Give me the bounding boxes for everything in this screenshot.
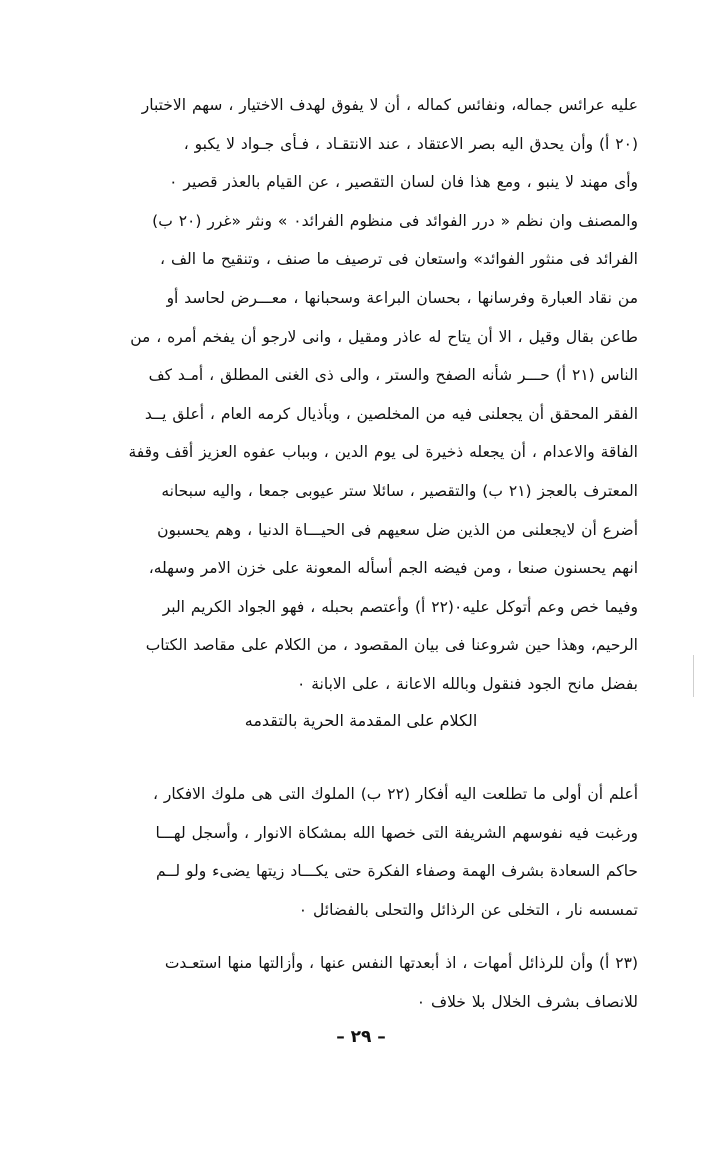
paragraph-3 xyxy=(83,944,638,1021)
page-number: – ٢٩ – xyxy=(336,1027,386,1047)
text-line: وفيما خص وعم أتوكل عليه٠(٢٢ أ) وأعتصم بحبله ، فهو الجواد الكريم البر xyxy=(162,597,638,616)
text-line: أضرع أن لايجعلنى من الذين ضل سعيهم فى الحيـــاة الدنيا ، وهم يحسبون xyxy=(157,520,638,539)
text-line: ورغبت فيه نفوسهم الشريفة التى خصها الله بمشكاة الانوار ، وأسجل لهـــا xyxy=(155,823,638,842)
text-line: بفضل مانح الجود فنقول وبالله الاعانة ، على الابانة ٠ xyxy=(296,674,638,693)
text-line: الفقر المحقق أن يجعلنى فيه من المخلصين ، وبأذيال كرمه العام ، أعلق يــد xyxy=(144,404,638,423)
text-line: من نقاد العبارة وفرسانها ، بحسان البراعة وسحبانها ، معـــرض لحاسد أو xyxy=(166,288,638,307)
text-line: الناس (٢١ أ) حـــر شأنه الصفح والستر ، والى ذى الغنى المطلق ، أمـد كف xyxy=(148,366,638,385)
text-line: (٢٠ أ) وأن يحدق اليه بصر الاعتقاد ، عند الانتقـاد ، فـأى جـواد لا يكبو ، xyxy=(183,134,638,153)
section-heading: الكلام على المقدمة الحرية بالتقدمه xyxy=(244,711,478,730)
text-line: انهم يحسنون صنعا ، ومن فيضه الجم أسأله المعونة على خزن الامر وسهله، xyxy=(148,559,638,578)
text-line: وأى مهند لا ينبو ، ومع هذا فان لسان التقصير ، عن القيام بالعذر قصير ٠ xyxy=(169,173,638,192)
margin-mark xyxy=(693,655,694,697)
text-line: المعترف بالعجز (٢١ ب) والتقصير ، سائلا ستر عيوبى جمعا ، واليه سبحانه xyxy=(161,481,638,500)
paragraph-1 xyxy=(83,86,638,704)
text-line: الفاقة والاعدام ، أن يجعله ذخيرة لى يوم الدين ، وبباب عفوه العزيز أقف وقفة xyxy=(128,443,638,462)
text-line: تمسسه نار ، التخلى عن الرذائل والتحلى بالفضائل ٠ xyxy=(298,900,638,919)
text-line: الفرائد فى منثور الفوائد» واستعان فى ترصيف ما صنف ، وتنقيح ما الف ، xyxy=(160,250,638,269)
text-line: والمصنف وان نظم « درر الفوائد فى منظوم الفرائد٠ » ونثر «غرر (٢٠ ب) xyxy=(152,211,638,230)
text-line: الرحيم، وهذا حين شروعنا فى بيان المقصود ، من الكلام على مقاصد الكتاب xyxy=(145,636,638,655)
text-line: حاكم السعادة بشرف الهمة وصفاء الفكرة حتى يكـــاد زيتها يضىء ولو لــم xyxy=(155,862,638,881)
text-line: طاعن بقال وقيل ، الا أن يتاح له عاذر ومقيل ، وانى لارجو أن يفخم أمره ، من xyxy=(130,327,638,346)
text-line: (٢٣ أ) وأن للرذائل أمهات ، اذ أبعدتها النفس عنها ، وأزالتها منها استعـدت xyxy=(164,954,638,972)
paragraph-2 xyxy=(83,775,638,929)
text-line: للانصاف بشرف الخلال بلا خلاف ٠ xyxy=(416,992,638,1011)
text-line: عليه عرائس جماله، ونفائس كماله ، أن لا يفوق لهدف الاختيار ، سهم الاختبار xyxy=(141,96,638,114)
text-line: أعلم أن أولى ما تطلعت اليه أفكار (٢٢ ب) الملوك التى هى ملوك الافكار ، xyxy=(153,785,638,803)
